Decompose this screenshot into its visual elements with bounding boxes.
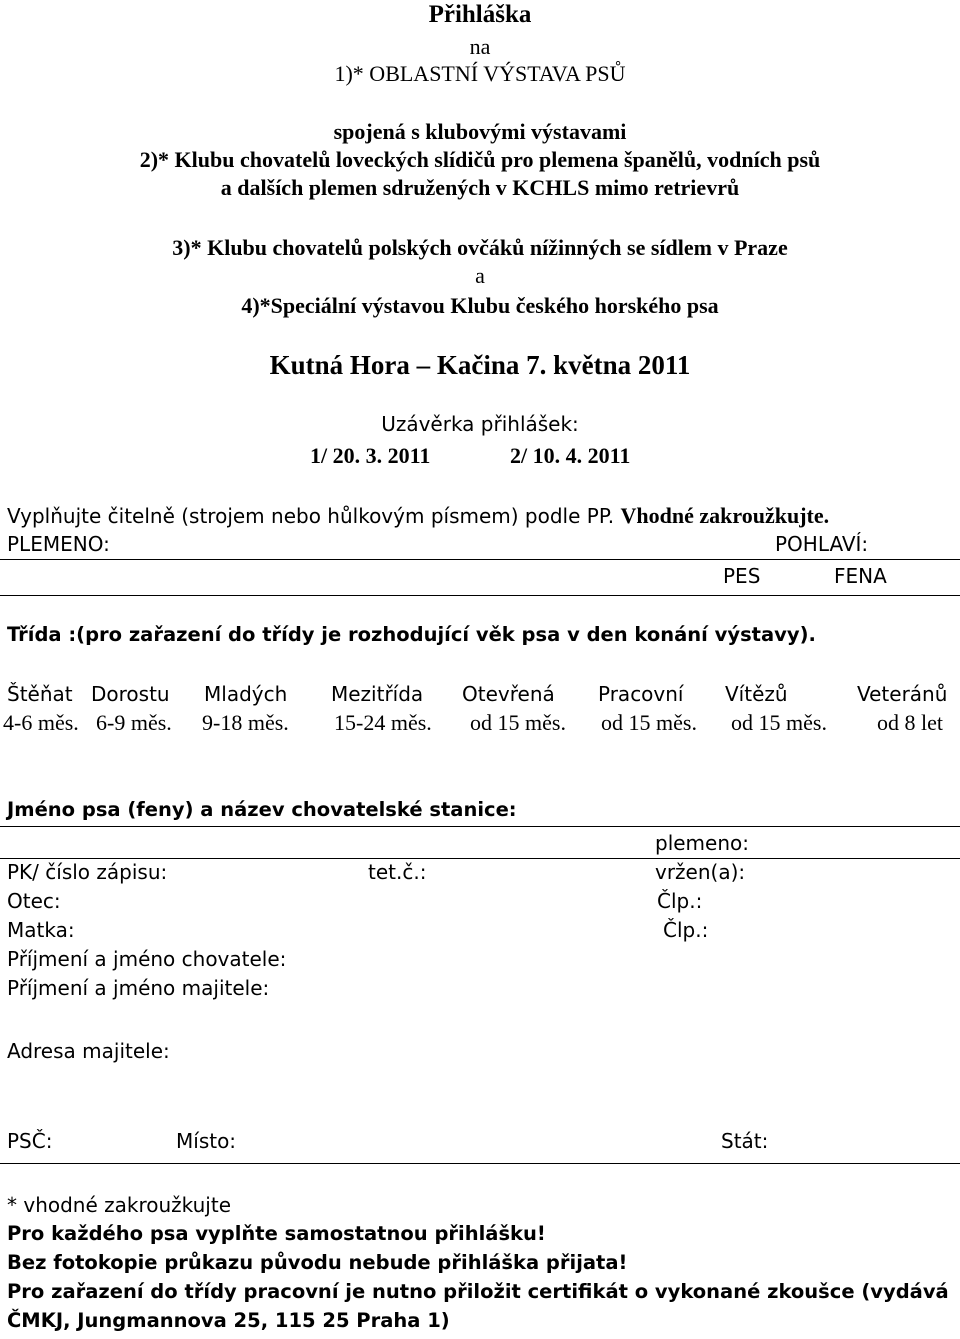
class-age-open: od 15 měs. [470,710,566,735]
dog-breed-line[interactable] [0,858,960,859]
header-joined-with: spojená s klubovými výstavami [333,119,627,144]
class-option-working[interactable]: Pracovní [598,682,684,706]
deadline-2: 2/ 10. 4. 2011 [510,443,631,468]
class-option-veteran[interactable]: Veteránů [857,682,948,706]
class-option-junior[interactable]: Mladých [204,682,288,706]
fill-instruction-text: Vyplňujte čitelně (strojem nebo hůlkovým písmem) podle PP. [7,504,615,528]
class-option-minor[interactable]: Dorostu [91,682,170,706]
class-option-open[interactable]: Otevřená [462,682,555,706]
father-label: Otec: [7,889,61,913]
sex-option-female[interactable]: FENA [834,564,887,588]
zip-label: PSČ: [7,1129,53,1153]
footer-note-separate-form: Pro každého psa vyplňte samostatnou přihlášku! [7,1222,546,1245]
class-heading: Třída :(pro zařazení do třídy je rozhodující věk psa v den konání výstavy). [7,623,816,646]
place-and-date: Kutná Hora – Kačina 7. května 2011 [269,350,691,380]
class-age-intermediate: 15-24 měs. [334,710,432,735]
breed-divider [0,559,960,560]
country-label: Stát: [721,1129,769,1153]
header-na: na [469,34,491,59]
class-option-champion[interactable]: Vítězů [725,682,788,706]
footer-note-cmkj-address: ČMKJ, Jungmannova 25, 115 25 Praha 1) [7,1309,450,1332]
class-age-working: od 15 měs. [601,710,697,735]
owner-label: Příjmení a jméno majitele: [7,976,270,1000]
footer-note-pedigree-copy: Bez fotokopie průkazu původu nebude přihláška přijata! [7,1251,628,1274]
club-spaniels-line-2: a dalších plemen sdružených v KCHLS mimo retrievrů [220,175,740,200]
footnote-circle: * vhodné zakroužkujte [7,1193,232,1217]
class-age-minor: 6-9 měs. [96,710,172,735]
breeder-label: Příjmení a jméno chovatele: [7,947,287,971]
deadline-label: Uzávěrka přihlášek: [381,412,579,436]
dog-name-line[interactable] [0,826,960,827]
fill-instructions [7,505,829,527]
circle-instruction: Vhodné zakroužkujte. [620,503,830,528]
class-age-puppy: 4-6 měs. [3,710,79,735]
city-label: Místo: [176,1129,237,1153]
footer-note-working-certificate: Pro zařazení do třídy pracovní je nutno přiložit certifikát o vykonané zkoušce (vydává [7,1280,949,1303]
tattoo-label: tet.č.: [368,860,427,884]
class-age-junior: 9-18 měs. [202,710,289,735]
club-czech-mountain-dog-line: 4)*Speciální výstavou Klubu českého horského psa [241,293,719,318]
class-option-intermediate[interactable]: Mezitřída [331,682,424,706]
exhibition-title: 1)* OBLASTNÍ VÝSTAVA PSŮ [334,61,626,86]
born-label: vržen(a): [655,860,746,884]
mother-label: Matka: [7,918,75,942]
sex-option-male[interactable]: PES [723,564,761,588]
club-polish-sheepdogs-line: 3)* Klubu chovatelů polských ovčáků nížinných se sídlem v Praze [172,235,788,260]
deadline-1: 1/ 20. 3. 2011 [310,443,431,468]
sex-divider [0,595,960,596]
mother-number-label: Člp.: [663,918,709,942]
breed-label: PLEMENO: [7,532,110,556]
club-spaniels-line: 2)* Klubu chovatelů loveckých slídičů pro plemena španělů, vodních psů [139,147,821,172]
header-a: a [475,263,485,288]
dog-breed-label: plemeno: [655,831,749,855]
form-title: Přihláška [428,1,532,28]
sex-label: POHLAVÍ: [775,532,869,556]
address-divider [0,1163,960,1164]
class-age-champion: od 15 měs. [731,710,827,735]
pk-number-label: PK/ číslo zápisu: [7,860,168,884]
owner-address-label: Adresa majitele: [7,1039,170,1063]
dog-name-label: Jméno psa (feny) a název chovatelské stanice: [7,798,517,821]
class-age-veteran: od 8 let [877,710,943,735]
class-option-puppy[interactable]: Štěňat [7,682,73,706]
father-number-label: Člp.: [657,889,703,913]
